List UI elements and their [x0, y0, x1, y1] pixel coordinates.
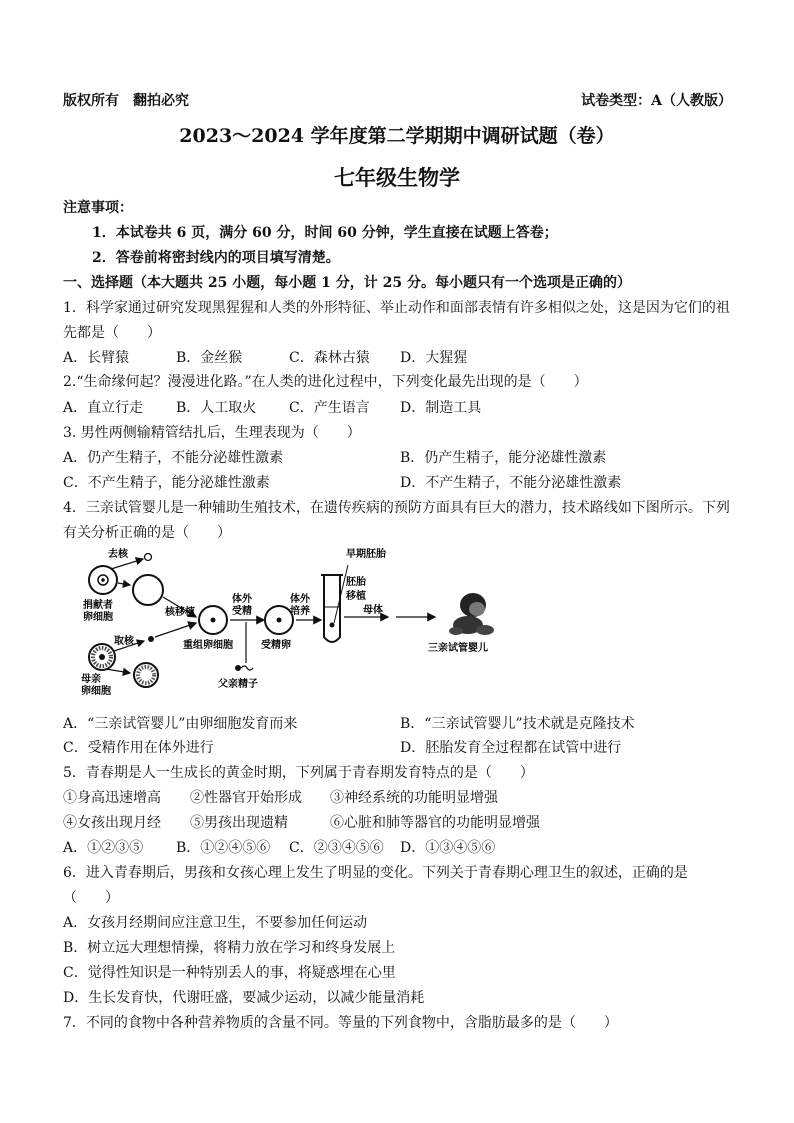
label-ivf-1: 体外: [232, 594, 252, 605]
q2-option-c: C．产生语言: [289, 400, 370, 416]
question-7-stem: 7．不同的食物中各种营养物质的含量不同。等量的下列食物中，含脂肪最多的是（ ）: [63, 1015, 618, 1031]
q3-option-c: C．不产生精子，能分泌雄性激素: [63, 475, 270, 491]
q2-option-a: A．直立行走: [63, 400, 144, 416]
recombined-egg-icon: [199, 606, 227, 634]
q5-item: ④女孩出现月经: [63, 815, 161, 831]
fertilized-egg-icon: [265, 606, 293, 634]
test-tube-icon: [321, 575, 343, 642]
q5-option-d: D．①③④⑤⑥: [400, 840, 496, 856]
q5-option-a: A．①②③⑤: [63, 840, 144, 856]
label-mother-line1: 母亲: [81, 674, 101, 685]
label-donor-line2: 卵细胞: [83, 612, 113, 623]
q5-item: ③神经系统的功能明显增强: [330, 790, 498, 806]
q6-option-b: B．树立远大理想情操，将精力放在学习和终身发展上: [63, 940, 396, 956]
section-heading: 一、选择题（本大题共 25 小题，每小题 1 分，计 25 分。每小题只有一个选项是正确的）: [63, 275, 631, 291]
label-transplant: 核移植: [165, 607, 195, 618]
q5-item: ①身高迅速增高: [63, 790, 161, 806]
question-1-stem-cont: 先都是（ ）: [63, 325, 161, 341]
q5-item: ⑤男孩出现遗精: [190, 815, 288, 831]
label-culture-2: 培养: [290, 606, 310, 617]
label-mother-line2: 卵细胞: [81, 686, 111, 695]
paper-type: 试卷类型：A（人教版）: [581, 93, 732, 109]
q5-option-b: B．①②④⑤⑥: [176, 840, 271, 856]
label-three-parent-baby: 三亲试管婴儿: [428, 643, 488, 654]
question-6-stem-cont: （ ）: [63, 890, 119, 906]
note-item: 2．答卷前将密封线内的项目填写清楚。: [92, 250, 340, 266]
label-father-sperm: 父亲精子: [218, 679, 258, 690]
question-3-stem: 3. 男性两侧输精管结扎后，生理表现为（ ）: [63, 425, 361, 441]
mother-egg-cell-icon: [89, 644, 115, 670]
q4-option-b: B．“三亲试管婴儿”技术就是克隆技术: [400, 716, 635, 732]
question-4-stem: 4．三亲试管婴儿是一种辅助生殖技术，在遗传疾病的预防方面具有巨大的潜力，技术路线如下图所示。下列: [63, 500, 730, 516]
q5-option-c: C．②③④⑤⑥: [289, 840, 384, 856]
label-recombined-egg: 重组卵细胞: [183, 640, 233, 651]
q6-option-a: A．女孩月经期间应注意卫生，不要参加任何运动: [63, 915, 368, 931]
three-parent-ivf-diagram: [78, 545, 538, 695]
question-1-stem: 1．科学家通过研究发现黑猩猩和人类的外形特征、举止动作和面部表情有许多相似之处，这是因为它们的祖: [63, 300, 730, 316]
q3-option-b: B．仍产生精子，能分泌雄性激素: [400, 450, 607, 466]
question-6-stem: 6．进入青春期后，男孩和女孩心理上发生了明显的变化。下列关于青春期心理卫生的叙述，正确的是: [63, 865, 688, 881]
mother-nucleus-icon: [148, 636, 154, 642]
label-early-embryo: 早期胚胎: [346, 549, 386, 560]
label-take-nucleus: 取核: [114, 636, 134, 647]
label-fertilized-egg: 受精卵: [261, 640, 291, 651]
q4-option-c: C．受精作用在体外进行: [63, 740, 214, 756]
label-embryo-transfer-2: 移植: [346, 591, 366, 602]
label-remove-nucleus: 去核: [108, 549, 128, 560]
note-item: 1．本试卷共 6 页，满分 60 分，时间 60 分钟，学生直接在试题上答卷；: [92, 225, 558, 241]
label-embryo-transfer-1: 胚胎: [346, 577, 366, 588]
label-mother-body: 母体: [363, 605, 383, 616]
q6-option-d: D．生长发育快，代谢旺盛，要减少运动，以减少能量消耗: [63, 990, 425, 1006]
q1-option-c: C．森林古猿: [289, 350, 370, 366]
q3-option-a: A．仍产生精子，不能分泌雄性激素: [63, 450, 284, 466]
label-culture-1: 体外: [290, 594, 310, 605]
label-donor-line1: 捐献者: [83, 600, 113, 611]
question-4-stem-cont: 有关分析正确的是（ ）: [63, 525, 231, 541]
copyright-notice: 版权所有 翻拍必究: [63, 93, 189, 109]
q4-option-a: A．“三亲试管婴儿”由卵细胞发育而来: [63, 716, 298, 732]
question-2-stem: 2.“生命缘何起？漫漫进化路。”在人类的进化过程中，下列变化最先出现的是（ ）: [63, 374, 588, 390]
baby-icon: [449, 593, 494, 635]
exam-subtitle: 七年级生物学: [334, 165, 460, 190]
donor-egg-cell-icon: [89, 566, 117, 594]
q1-option-d: D．大猩猩: [400, 350, 468, 366]
q3-option-d: D．不产生精子，不能分泌雄性激素: [400, 475, 622, 491]
q4-option-d: D．胚胎发育全过程都在试管中进行: [400, 740, 622, 756]
sperm-icon: [235, 622, 253, 671]
q5-item: ②性器官开始形成: [190, 790, 302, 806]
enucleated-egg-icon: [133, 575, 163, 605]
label-ivf-2: 受精: [232, 606, 252, 617]
question-5-stem: 5．青春期是人一生成长的黄金时期，下列属于青春期发育特点的是（ ）: [63, 765, 534, 781]
q5-item: ⑥心脏和肺等器官的功能明显增强: [330, 815, 540, 831]
q2-option-b: B．人工取火: [176, 400, 257, 416]
q1-option-b: B．金丝猴: [176, 350, 243, 366]
q1-option-a: A．长臂猿: [63, 350, 130, 366]
removed-nucleus-icon: [145, 554, 152, 561]
mother-enucleated-egg-icon: [134, 663, 158, 687]
exam-title: 2023～2024 学年度第二学期期中调研试题（卷）: [179, 125, 615, 147]
notes-heading: 注意事项：: [63, 200, 133, 216]
q6-option-c: C．觉得性知识是一种特别丢人的事，将疑惑埋在心里: [63, 965, 396, 981]
q2-option-d: D．制造工具: [400, 400, 482, 416]
